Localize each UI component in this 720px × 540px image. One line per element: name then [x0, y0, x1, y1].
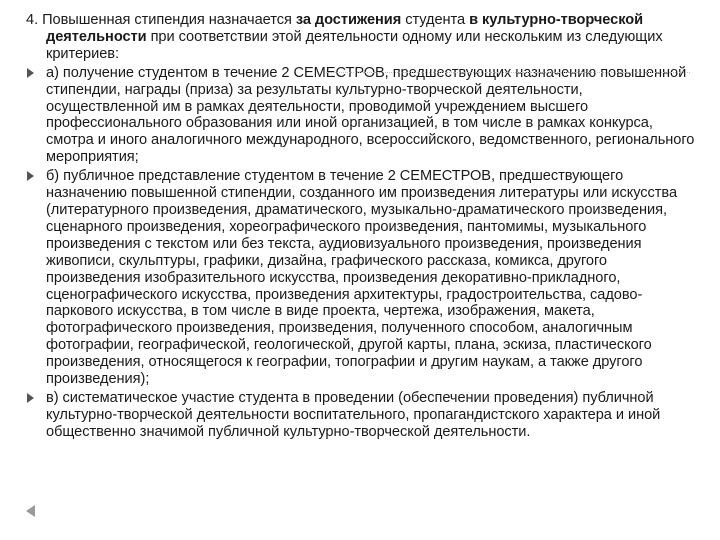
criterion-text-c: в) систематическое участие студента в проведении (обеспечении проведения) публичной культурно-творческой деятельности воспитательного, пропагандистского характера и иной общественно значимой публичной культурно-творческой деятельности. — [46, 389, 661, 440]
slide-pointer-icon — [26, 505, 35, 517]
criterion-text-b: б) публичное представление студентом в течение 2 СЕМЕСТРОВ, предшествующего назначению повышенной стипендии, созданного им произведения литературы или искусства (литературного произведения, драматического, музыкально-драматического произведения, сценарного произведения, хореографического произведения, пантомимы, музыкального произведения с текстом или без текста, аудиовизуального произведения, произведения живописи, скульптуры, графики, дизайна, графического рассказа, комикса, другого произведения изобразительного искусства, произведения декоративно-прикладного, сценографического искусства, произведения архитектуры, градостроительства, садово-паркового искусства, в том числе в виде проекта, чертежа, изображения, макета, фотографического произведения, произведения, полученного способом, аналогичным фотографии, географической, геологической, другой карты, плана, эскиза, пластического произведения, относящегося к географии, топографии и другим наукам, а также другого произведения); — [46, 168, 678, 388]
intro-text-3: при соответствии этой деятельности одному или нескольким из следующих критериев: — [46, 28, 663, 62]
intro-bold-achievements: за достижения — [295, 12, 402, 28]
criterion-item-b — [26, 168, 696, 388]
intro-paragraph — [26, 12, 696, 63]
intro-bold-cultural-activity: в культурно-творческой деятельности — [46, 12, 644, 45]
criterion-item-a — [26, 65, 696, 166]
criterion-text-a: а) получение студентом в течение 2 СЕМЕСТРОВ, предшествующих назначению повышенной стипендии, награды (приза) за результаты культурно-творческой деятельности, осуществленной им в рамках деятельности, проводимой учреждением высшего профессионального образования или иной организацией, в том числе в рамках конкурса, смотра и иного аналогичного международного, всероссийского, ведомственного, регионального мероприятия; — [46, 64, 695, 166]
triangle-bullet-icon — [27, 393, 34, 403]
dotted-guide-line — [326, 72, 690, 73]
slide-content — [26, 12, 696, 443]
intro-text-1: 4. Повышенная стипендия назначается — [26, 12, 296, 28]
intro-text-2: студента — [401, 12, 470, 28]
criterion-item-c — [26, 390, 696, 441]
triangle-bullet-icon — [27, 171, 34, 181]
triangle-bullet-icon — [27, 68, 34, 78]
